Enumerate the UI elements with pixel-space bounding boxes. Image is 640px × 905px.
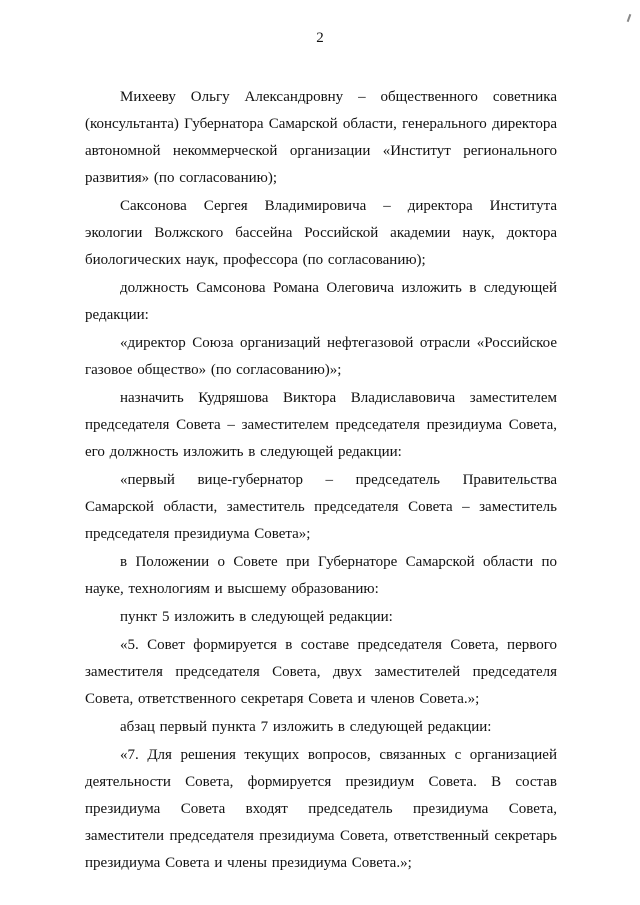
paragraph-samsonov-new-title: «директор Союза организаций нефтегазовой отрасли «Российское газовое общество» (по согласованию)»; [85, 335, 557, 378]
paragraph-item7-text: «7. Для решения текущих вопросов, связанных с организацией деятельности Совета, формируется президиум Совета. В состав президиума Совета входят председатель президиума Совета, заместители председателя президиума Совета, ответственный секретарь президиума Совета и члены президиума Совета.»; [85, 747, 557, 871]
page-number: 2 [316, 30, 324, 46]
paragraph-item5-text: «5. Совет формируется в составе председателя Совета, первого заместителя председателя Совета, двух заместителей председателя Совета, ответственного секретаря Совета и членов Совета.»; [85, 637, 557, 707]
paragraph-kudryashov-new-title: «первый вице-губернатор – председатель Правительства Самарской области, заместитель председателя Совета – заместитель председателя президиума Совета»; [85, 472, 557, 542]
paragraph-mikheeva: Михееву Ольгу Александровну – общественного советника (консультанта) Губернатора Самарской области, генерального директора автономной некоммерческой организации «Институт регионального развития» (по согласованию); [85, 89, 557, 186]
paragraph-samsonov-position: должность Самсонова Романа Олеговича изложить в следующей редакции: [85, 280, 557, 323]
paragraph-saksonov: Саксонова Сергея Владимировича – директора Института экологии Волжского бассейна Российской академии наук, доктора биологических наук, профессора (по согласованию); [85, 198, 557, 268]
paragraph-kudryashov-appoint: назначить Кудряшова Виктора Владиславовича заместителем председателя Совета – заместителем председателя президиума Совета, его должность изложить в следующей редакции: [85, 390, 557, 460]
paragraph-item7-intro: абзац первый пункта 7 изложить в следующей редакции: [120, 719, 492, 735]
document-body [85, 84, 557, 877]
scan-mark [627, 14, 632, 22]
paragraph-regulation-intro: в Положении о Совете при Губернаторе Самарской области по науке, технологиям и высшему образованию: [85, 554, 557, 597]
paragraph-item5-intro: пункт 5 изложить в следующей редакции: [120, 609, 393, 625]
